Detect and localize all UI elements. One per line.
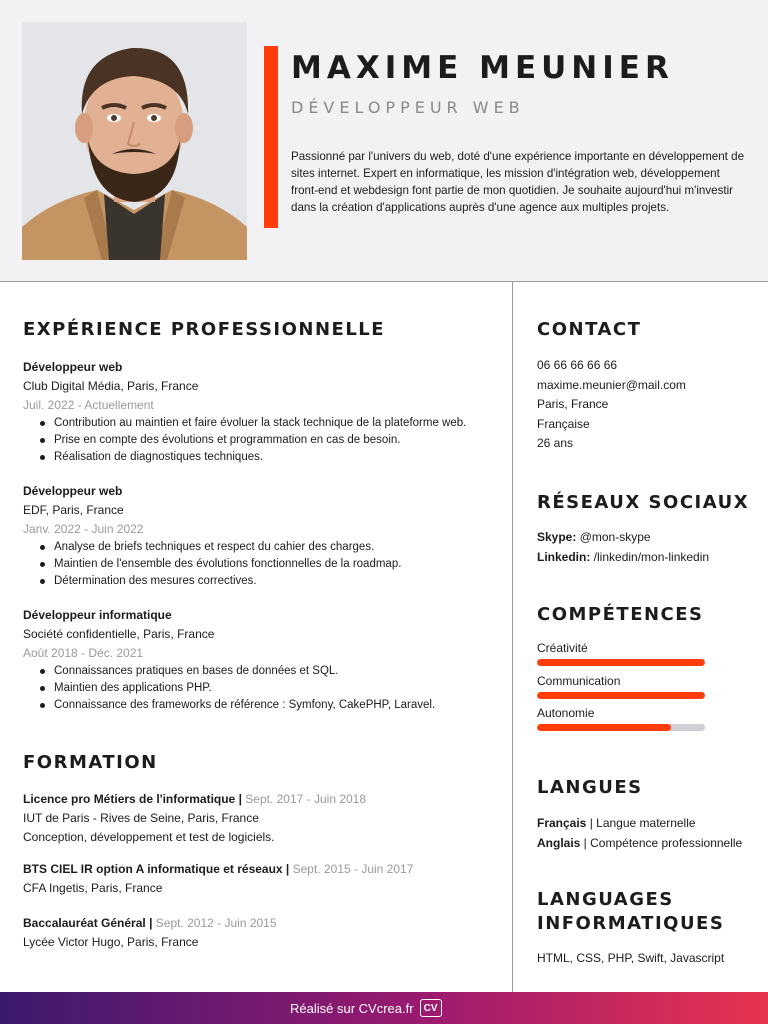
contact-list (537, 356, 686, 454)
contact-nationality: Française (537, 416, 590, 431)
footer-label: Réalisé sur CVcrea.fr (290, 1000, 414, 1016)
language-level: | Langue maternelle (586, 816, 696, 830)
social-title: RÉSEAUX SOCIAUX (537, 492, 750, 513)
job-dates: Janv. 2022 - Juin 2022 (23, 522, 144, 536)
job-tasks (40, 415, 503, 466)
job-entry (23, 606, 503, 714)
education-dates: Sept. 2012 - Juin 2015 (152, 916, 277, 930)
skill-label: Créativité (537, 641, 588, 655)
candidate-name: MAXIME MEUNIER (291, 50, 674, 86)
job-role: Développeur web (23, 484, 123, 498)
job-task: Analyse de briefs techniques et respect du cahier des charges. (40, 539, 503, 556)
skill-bar-fill (537, 724, 671, 731)
education-dates: Sept. 2015 - Juin 2017 (289, 862, 414, 876)
skill-bar-track (537, 659, 705, 666)
education-dates: Sept. 2017 - Juin 2018 (241, 792, 367, 806)
linkedin-value: /linkedin/mon-linkedin (590, 549, 710, 564)
job-task: Connaissances pratiques en bases de données et SQL. (40, 663, 503, 680)
contact-age: 26 ans (537, 436, 574, 450)
education-entry (23, 860, 503, 898)
education-detail: Conception, développement et test de logiciels. (23, 830, 275, 844)
job-dates: Juil. 2022 - Actuellement (23, 398, 154, 412)
language-item (537, 814, 742, 834)
job-task: Maintien des applications PHP. (40, 680, 503, 697)
skills-title: COMPÉTENCES (537, 604, 704, 625)
contact-city: Paris, France (537, 397, 609, 411)
education-degree: Baccalauréat Général | (23, 916, 153, 930)
languages-list (537, 814, 742, 853)
cvcrea-logo-icon: CV (420, 999, 442, 1017)
job-task: Prise en compte des évolutions et programmation en cas de besoin. (40, 432, 503, 449)
it-languages-title (537, 888, 724, 936)
skill-bar-track (537, 692, 705, 699)
language-name: Français (537, 816, 587, 830)
profile-summary: Passionné par l'univers du web, doté d'une expérience importante en développement de sites internet. Expert en informatique, les mission d'intégration web, développement front-end et webdesign font partie de mon quotidien. Je souhaite aujourd'hui m'investir dans la création d'applications auprès d'une agence aux multiples projets. (291, 150, 745, 214)
language-name: Anglais (537, 835, 581, 850)
skype-label: Skype: (537, 530, 577, 544)
education-entry (23, 914, 503, 952)
job-company: Société confidentielle, Paris, France (23, 627, 215, 641)
education-degree: BTS CIEL IR option A informatique et réseaux | (23, 862, 290, 876)
accent-bar (264, 46, 278, 228)
skill-item (537, 673, 705, 699)
job-role: Développeur informatique (23, 608, 172, 622)
job-tasks (40, 539, 503, 590)
job-role: Développeur web (23, 360, 123, 374)
education-title: FORMATION (23, 752, 158, 773)
job-tasks (40, 663, 503, 714)
skill-item (537, 705, 705, 731)
language-item (537, 834, 742, 854)
education-degree: Licence pro Métiers de l'informatique | (23, 792, 242, 806)
job-task: Réalisation de diagnostiques techniques. (40, 449, 503, 466)
profile-photo (22, 22, 247, 260)
it-languages-title-line2: INFORMATIQUES (537, 913, 725, 934)
experience-title: EXPÉRIENCE PROFESSIONNELLE (23, 319, 386, 340)
social-list (537, 528, 709, 567)
header-divider (0, 281, 768, 282)
skill-label: Communication (537, 674, 621, 688)
resume-header (0, 0, 768, 282)
job-task: Détermination des mesures correctives. (40, 573, 503, 590)
job-entry (23, 358, 503, 466)
skill-bar-fill (537, 659, 705, 666)
job-task: Maintien de l'ensemble des évolutions fonctionnelles de la roadmap. (40, 556, 503, 573)
job-company: Club Digital Média, Paris, France (23, 379, 199, 393)
contact-email: maxime.meunier@mail.com (537, 377, 686, 392)
education-heading (23, 860, 503, 879)
candidate-role: DÉVELOPPEUR WEB (291, 98, 525, 117)
job-dates: Août 2018 - Déc. 2021 (23, 646, 144, 660)
job-entry (23, 482, 503, 590)
education-school: Lycée Victor Hugo, Paris, France (23, 935, 199, 949)
language-level: | Compétence professionnelle (580, 835, 743, 850)
contact-title: CONTACT (537, 319, 642, 340)
education-school: CFA Ingetis, Paris, France (23, 881, 163, 895)
footer-banner (0, 992, 768, 1024)
skype-value: @mon-skype (576, 530, 651, 544)
it-languages-list: HTML, CSS, PHP, Swift, Javascript (537, 951, 725, 965)
contact-phone: 06 66 66 66 66 (537, 358, 618, 372)
education-entry (23, 790, 503, 847)
skill-bar-track (537, 724, 705, 731)
education-heading (23, 790, 503, 809)
skill-label: Autonomie (537, 706, 595, 720)
education-school: IUT de Paris - Rives de Seine, Paris, France (23, 811, 259, 825)
column-divider (512, 282, 513, 992)
skill-item (537, 640, 705, 666)
job-task: Contribution au maintien et faire évoluer la stack technique de la plateforme web. (40, 415, 503, 432)
job-company: EDF, Paris, France (23, 503, 124, 517)
cvcrea-link[interactable] (290, 992, 442, 1024)
social-linkedin (537, 548, 709, 568)
linkedin-label: Linkedin: (537, 549, 591, 564)
skill-bar-fill (537, 692, 705, 699)
social-skype (537, 528, 709, 548)
education-heading (23, 914, 503, 933)
languages-title: LANGUES (537, 777, 643, 798)
it-languages-title-line1: LANGUAGES (537, 889, 674, 910)
job-task: Connaissance des frameworks de référence : Symfony, CakePHP, Laravel. (40, 697, 503, 714)
